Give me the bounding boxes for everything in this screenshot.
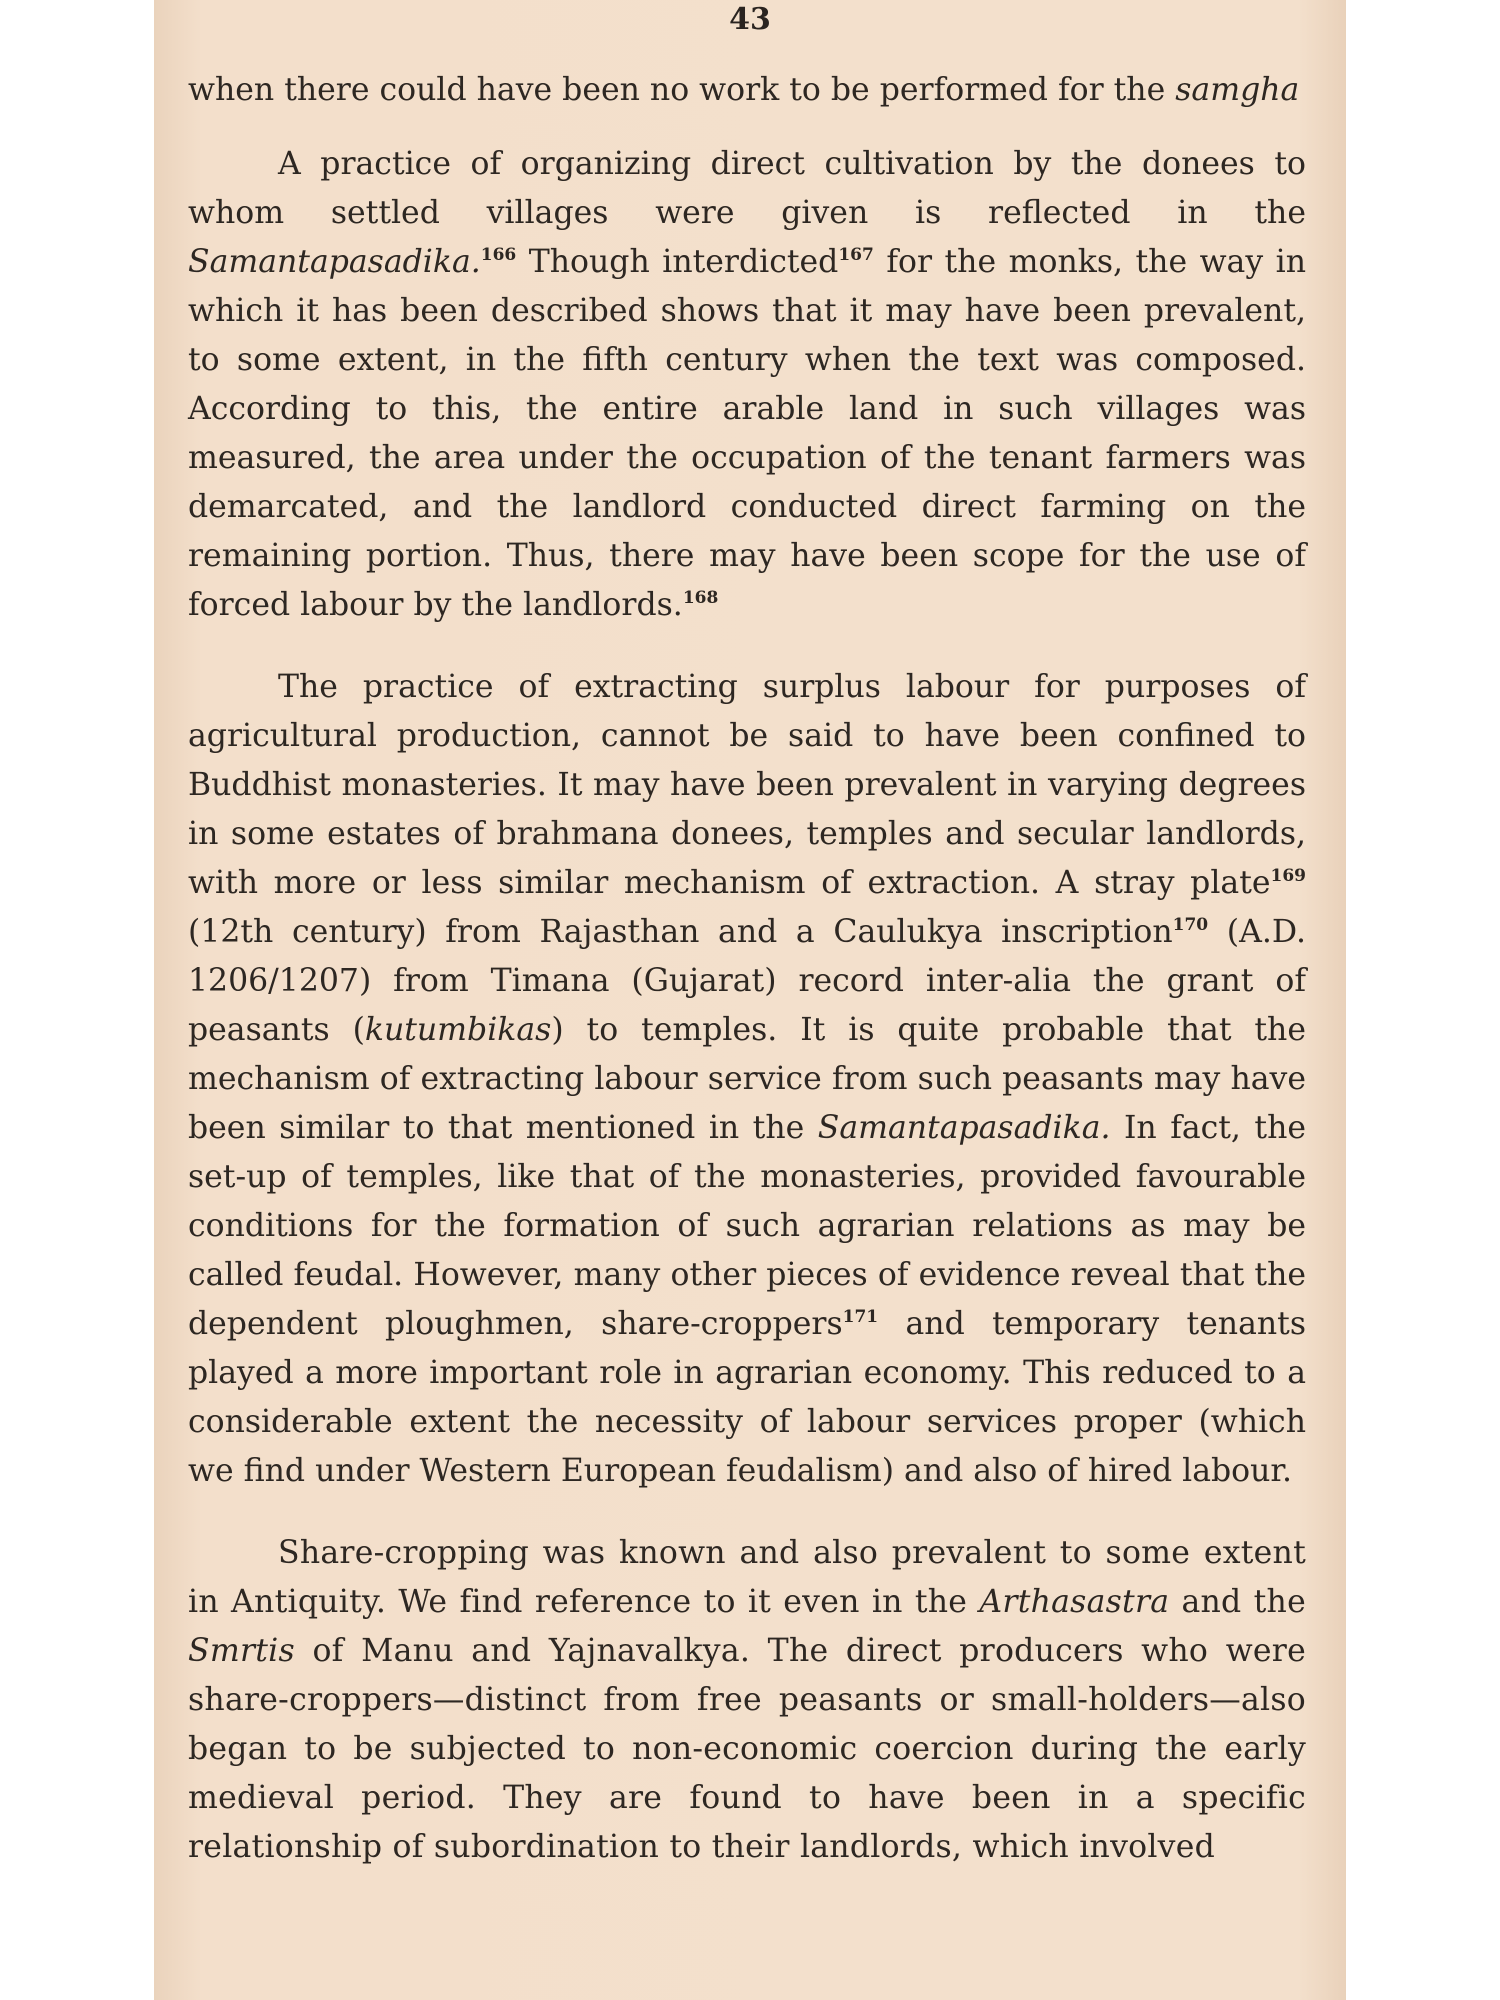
footnote-ref: 170 (1172, 915, 1209, 935)
body-text (188, 66, 1306, 1872)
paragraph-1: when there could have been no work to be performed for the samgha (188, 72, 1300, 108)
footnote-ref: 167 (838, 245, 874, 265)
italic-term: Samantapasadika. (188, 244, 481, 280)
italic-term: Samantapasadika. (817, 1110, 1111, 1146)
footnote-ref: 169 (1270, 866, 1306, 886)
footnote-ref: 168 (682, 588, 719, 608)
page-number: 43 (729, 2, 771, 37)
italic-term: Smrtis (188, 1633, 295, 1669)
italic-term: kutumbikas (364, 1012, 552, 1048)
paragraph-3: The practice of extracting surplus labour for purposes of agricultural production, cannot be said to have been confined to Buddhist monasteries. It may have been prevalent in varying degrees in some estates of brahmana donees, temples and secular landlords, with more or less similar mechanism of extraction. A stray plate$^{169}$ (12th century) from Rajasthan and a Caulukya inscription$^{170}$ (A.D. 1206/1207) from Timana (Gujarat) record inter-alia the grant of peasants (kutumbikas) to temples. It is quite probable that the mechanism of extracting labour service from such peasants may have been similar to that mentioned in the Samantapasadika. In fact, the set-up of temples, like that of the monasteries, provided favourable conditions for the formation of such agrarian relations as may be called feudal. However, many other pieces of evidence reveal that the dependent ploughmen, share-croppers$^{171}$ and temporary tenants played a more important role in agrarian economy. This reduced to a considerable extent the necessity of labour services proper (which we find under Western European feudalism) and also of hired labour. (188, 669, 1307, 1489)
footnote-ref: 166 (480, 245, 517, 265)
italic-term: Arthasastra (979, 1584, 1170, 1620)
paragraph-2: A practice of organizing direct cultivation by the donees to whom settled villages were given is reflected in the Samantapasadika.$^{166}$ Though interdicted$^{167}$ for the monks, the way in which it has been described shows that it may have been prevalent, to some extent, in the fifth century when the text was composed. According to this, the entire arable land in such villages was measured, the area under the occupation of the tenant farmers was demarcated, and the landlord conducted direct farming on the remaining portion. Thus, there may have been scope for the use of forced labour by the landlords.$^{168}$ (188, 146, 1306, 623)
italic-term: samgha (1175, 72, 1300, 108)
paragraph-4: Share-cropping was known and also prevalent to some extent in Antiquity. We find reference to it even in the Arthasastra and the Smrtis of Manu and Yajnavalkya. The direct producers who were share-croppers—distinct from free peasants or small-holders—also began to be subjected to non-economic coercion during the early medieval period. They are found to have been in a specific relationship of subordination to their landlords, which involved (188, 1535, 1306, 1865)
footnote-ref: 171 (842, 1307, 879, 1327)
book-page (154, 0, 1346, 2000)
